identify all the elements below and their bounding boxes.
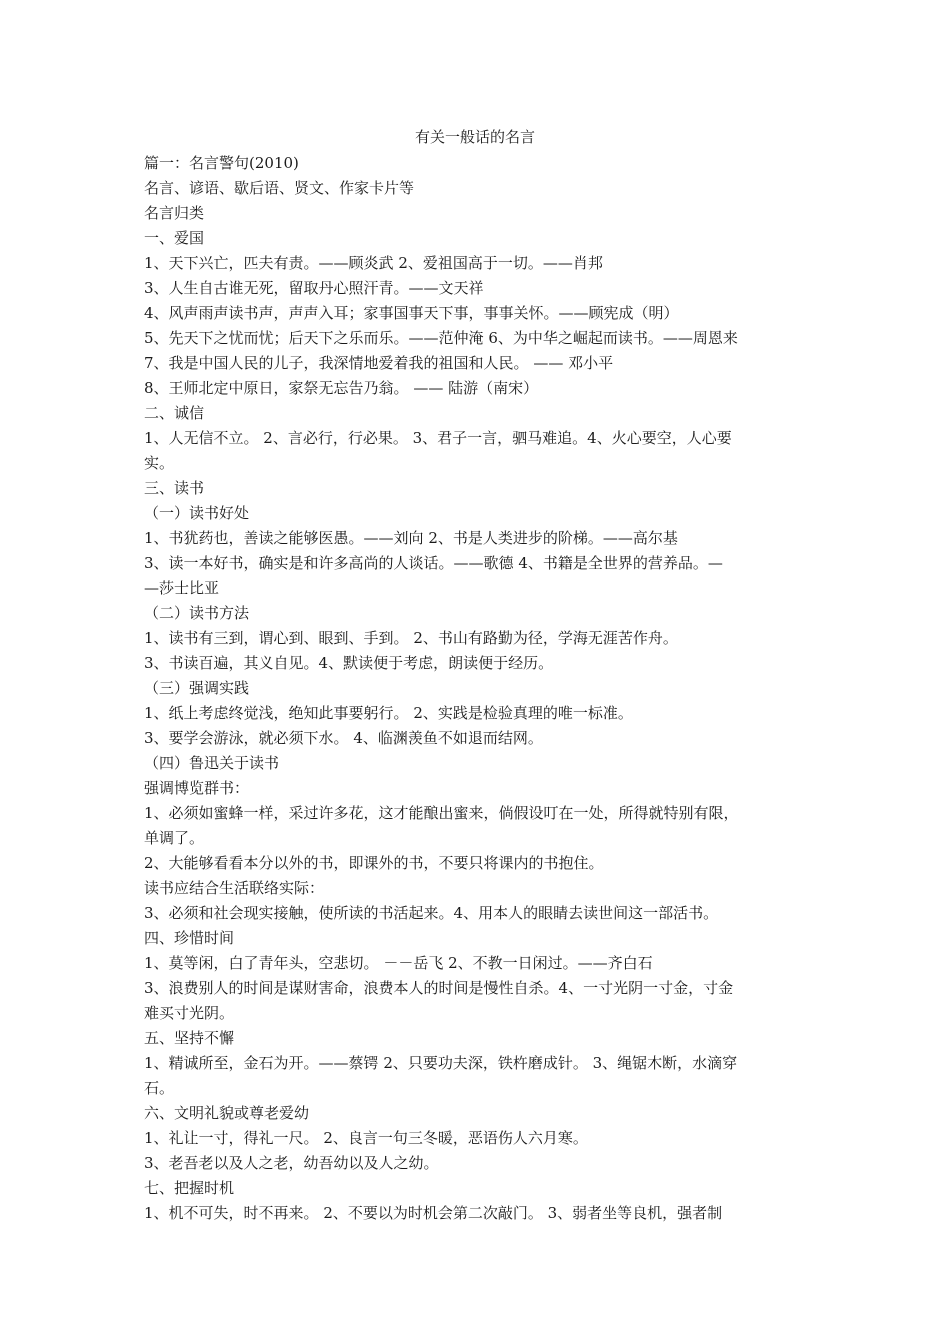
text-line: 3、书读百遍，其义自见。4、默读便于考虑，朗读便于经历。 (144, 654, 554, 672)
text-line: 1、精诚所至，金石为开。——蔡锷 2、只要功夫深，铁杵磨成针。 3、绳锯木断，水滴穿 (144, 1054, 738, 1072)
text-line: 1、必须如蜜蜂一样，采过许多花，这才能酿出蜜来，倘假设叮在一处，所得就特别有限， (144, 804, 739, 822)
text-line: （一）读书好处 (144, 504, 250, 522)
text-line: 1、书犹药也，善读之能够医愚。——刘向 2、书是人类进步的阶梯。——高尔基 (144, 529, 678, 547)
text-line: 1、纸上考虑终觉浅，绝知此事要躬行。 2、实践是检验真理的唯一标准。 (144, 704, 633, 722)
text-line: 五、坚持不懈 (144, 1029, 235, 1047)
text-line: 六、文明礼貌或尊老爱幼 (144, 1104, 310, 1122)
text-line: 名言、谚语、歇后语、贤文、作家卡片等 (144, 179, 415, 197)
text-line: 3、人生自古谁无死，留取丹心照汗青。——文天祥 (144, 279, 484, 297)
text-line: 3、老吾老以及人之老，幼吾幼以及人之幼。 (144, 1154, 439, 1172)
text-line: —莎士比亚 (144, 579, 220, 597)
text-line: 4、风声雨声读书声，声声入耳；家事国事天下事，事事关怀。——顾宪成（明） (144, 304, 679, 322)
text-line: 难买寸光阴。 (144, 1004, 235, 1022)
text-line: 1、机不可失，时不再来。 2、不要以为时机会第二次敲门。 3、弱者坐等良机，强者制 (144, 1204, 723, 1222)
text-line: 四、珍惜时间 (144, 929, 235, 947)
text-line: 强调博览群书： (144, 779, 250, 797)
text-line: 读书应结合生活联络实际： (144, 879, 325, 897)
text-line: 1、读书有三到，谓心到、眼到、手到。 2、书山有路勤为径，学海无涯苦作舟。 (144, 629, 678, 647)
text-line: 七、把握时机 (144, 1179, 235, 1197)
text-line: 名言归类 (144, 204, 205, 222)
document-body (144, 151, 820, 1226)
text-line: 1、莫等闲，白了青年头，空悲切。 －－岳飞 2、不教一日闲过。——齐白石 (144, 954, 653, 972)
text-line: 三、读书 (144, 479, 205, 497)
text-line: 5、先天下之忧而忧；后天下之乐而乐。——范仲淹 6、为中华之崛起而读书。——周恩来 (144, 329, 738, 347)
document-title: 有关一般话的名言 (414, 128, 535, 146)
text-line: 3、浪费别人的时间是谋财害命，浪费本人的时间是慢性自杀。4、一寸光阴一寸金，寸金 (144, 979, 734, 997)
text-line: （四）鲁迅关于读书 (144, 754, 280, 772)
text-line: 单调了。 (144, 829, 205, 847)
text-line: 8、王师北定中原日，家祭无忘告乃翁。 —— 陆游（南宋） (144, 379, 539, 397)
text-line: 1、人无信不立。 2、言必行，行必果。 3、君子一言，驷马难追。4、火心要空，人心要 (144, 429, 732, 447)
text-line: 1、礼让一寸，得礼一尺。 2、良言一句三冬暖，恶语伤人六月寒。 (144, 1129, 588, 1147)
text-line: 2、大能够看看本分以外的书，即课外的书，不要只将课内的书抱住。 (144, 854, 604, 872)
text-line: （二）读书方法 (144, 604, 250, 622)
text-line: （三）强调实践 (144, 679, 250, 697)
text-line: 实。 (144, 454, 175, 472)
text-line: 3、必须和社会现实接触，使所读的书活起来。4、用本人的眼睛去读世间这一部活书。 (144, 904, 719, 922)
text-line: 石。 (144, 1079, 175, 1097)
text-line: 3、读一本好书，确实是和许多高尚的人谈话。——歌德 4、书籍是全世界的营养品。— (144, 554, 723, 572)
text-line: 3、要学会游泳，就必须下水。 4、临渊羡鱼不如退而结网。 (144, 729, 543, 747)
text-line: 二、诚信 (144, 404, 205, 422)
text-line: 7、我是中国人民的儿子，我深情地爱着我的祖国和人民。 —— 邓小平 (144, 354, 614, 372)
text-line: 1、天下兴亡，匹夫有责。——顾炎武 2、爱祖国高于一切。——肖邦 (144, 254, 603, 272)
text-line: 篇一：名言警句(2010) (144, 154, 299, 172)
text-line: 一、爱国 (144, 229, 205, 247)
